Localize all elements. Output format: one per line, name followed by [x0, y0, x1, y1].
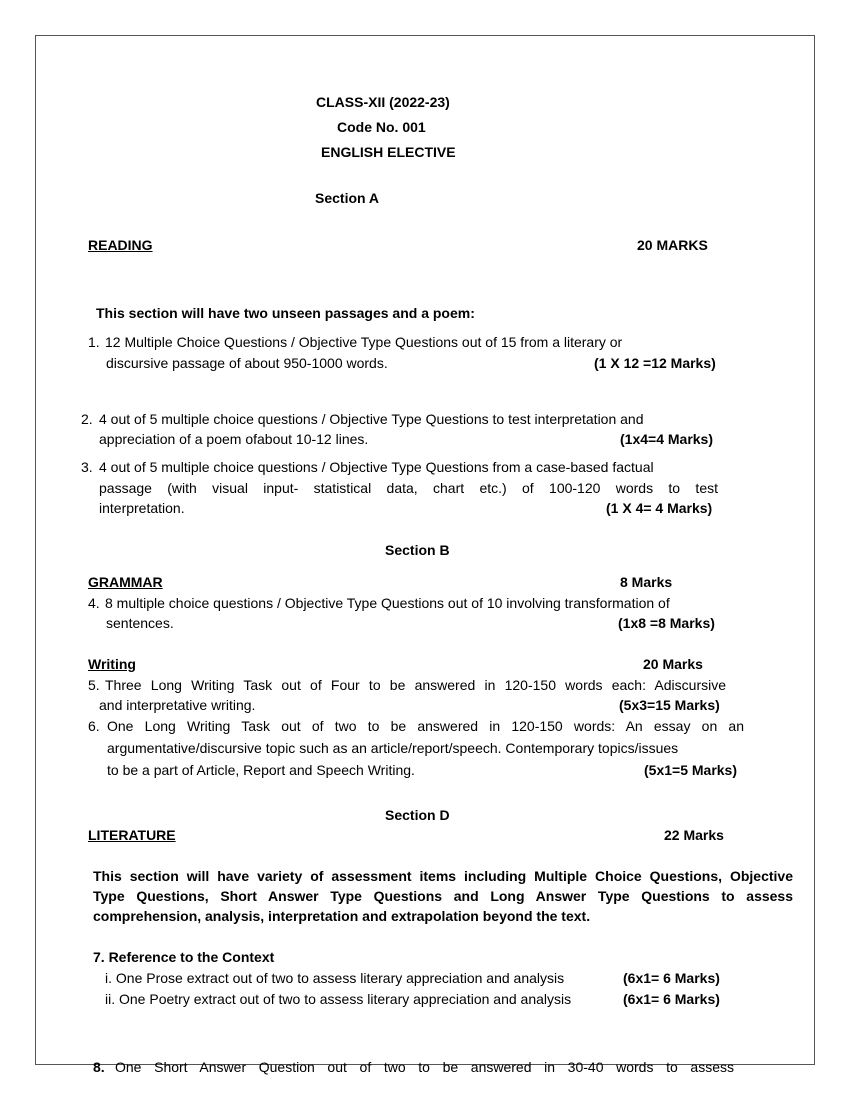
literature-heading: LITERATURE [88, 827, 176, 843]
q1-number: 1. [88, 334, 100, 350]
grammar-heading: GRAMMAR [88, 574, 163, 590]
q7-item-ii-marks: (6x1= 6 Marks) [623, 991, 720, 1007]
writing-marks: 20 Marks [643, 656, 703, 672]
q7-title: 7. Reference to the Context [93, 949, 275, 965]
code-number: Code No. 001 [337, 119, 426, 135]
q8-number: 8. [93, 1059, 105, 1075]
q2-line1: 4 out of 5 multiple choice questions / Objective Type Questions to test interpretation and [99, 411, 644, 427]
q4-line2: sentences. [106, 615, 174, 631]
reading-heading: READING [88, 237, 153, 253]
q8-line1: One Short Answer Question out of two to be answered in 30-40 words to assess [115, 1059, 734, 1075]
q6-number: 6. [88, 718, 100, 734]
q6-line2: argumentative/discursive topic such as an article/report/speech. Contemporary topics/issues [107, 740, 679, 756]
literature-marks: 22 Marks [664, 827, 724, 843]
q3-line2: passage (with visual input- statistical data, chart etc.) of 100-120 words to test [99, 480, 718, 496]
q5-line2: and interpretative writing. [99, 697, 256, 713]
q5-line1: Three Long Writing Task out of Four to be answered in 120-150 words each: Adiscursive [105, 677, 726, 693]
reading-intro: This section will have two unseen passages and a poem: [96, 305, 475, 321]
literature-intro-line1: This section will have variety of assessment items including Multiple Choice Questions, Objective [93, 868, 793, 884]
literature-intro-line3: comprehension, analysis, interpretation and extrapolation beyond the text. [93, 908, 591, 924]
q1-marks: (1 X 12 =12 Marks) [594, 355, 716, 371]
q1-line1: 12 Multiple Choice Questions / Objective Type Questions out of 15 from a literary or [105, 334, 623, 350]
section-a-title: Section A [315, 190, 380, 206]
q5-number: 5. [88, 677, 100, 693]
q5-marks: (5x3=15 Marks) [619, 697, 720, 713]
q3-number: 3. [81, 459, 93, 475]
grammar-marks: 8 Marks [620, 574, 673, 590]
q7-item-i: i. One Prose extract out of two to assess literary appreciation and analysis [105, 970, 565, 986]
q2-line2: appreciation of a poem ofabout 10-12 lines. [99, 431, 369, 447]
q7-item-ii: ii. One Poetry extract out of two to assess literary appreciation and analysis [105, 991, 572, 1007]
q4-line1: 8 multiple choice questions / Objective Type Questions out of 10 involving transformation of [105, 595, 670, 611]
section-d-title: Section D [385, 807, 450, 823]
section-b-title: Section B [385, 542, 450, 558]
q3-marks: (1 X 4= 4 Marks) [606, 500, 713, 516]
subject-title: ENGLISH ELECTIVE [321, 144, 456, 160]
q6-line3: to be a part of Article, Report and Speech Writing. [107, 762, 415, 778]
q4-marks: (1x8 =8 Marks) [618, 615, 715, 631]
writing-heading: Writing [88, 656, 136, 672]
q1-line2: discursive passage of about 950-1000 words. [106, 355, 388, 371]
q4-number: 4. [88, 595, 100, 611]
q2-marks: (1x4=4 Marks) [620, 431, 714, 447]
literature-intro-line2: Type Questions, Short Answer Type Questions and Long Answer Type Questions to assess [93, 888, 793, 904]
reading-marks: 20 MARKS [637, 237, 708, 253]
q6-line1: One Long Writing Task out of two to be answered in 120-150 words: An essay on an [107, 718, 744, 734]
q3-line1: 4 out of 5 multiple choice questions / Objective Type Questions from a case-based factual [99, 459, 654, 475]
q6-marks: (5x1=5 Marks) [644, 762, 738, 778]
q7-item-i-marks: (6x1= 6 Marks) [623, 970, 720, 986]
class-title: CLASS-XII (2022-23) [316, 94, 450, 110]
q2-number: 2. [81, 411, 93, 427]
q3-line3: interpretation. [99, 500, 185, 516]
